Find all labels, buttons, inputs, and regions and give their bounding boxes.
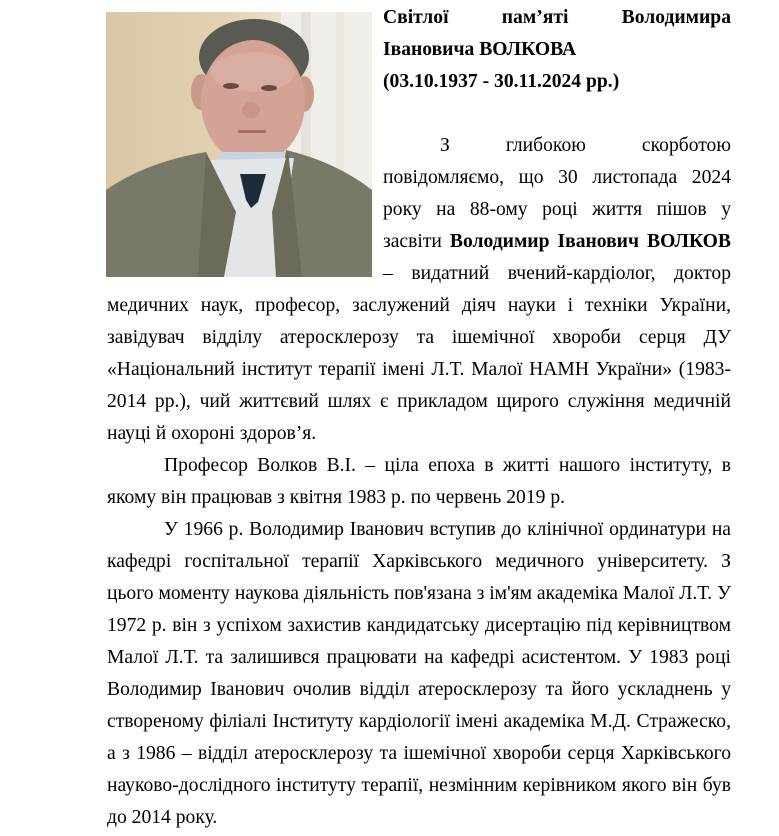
portrait-illustration — [106, 12, 372, 277]
eye-right — [261, 85, 277, 91]
deceased-name: Володимир Іванович ВОЛКОВ — [449, 231, 731, 252]
mouth — [238, 130, 266, 133]
announcement-text-start: З глибокою скорботою повідомляємо, що 30 листопада 2024 року на 88-ому році життя пішов у засвіти — [383, 135, 731, 252]
eye-left — [223, 83, 239, 89]
heading-line-1: Світлої пам’яті Володимира — [383, 7, 731, 28]
paragraph-era: Професор Волков В.І. – ціла епоха в житті нашого інституту, в якому він працював з квітня 1983 р. по червень 2019 р. — [107, 455, 731, 508]
nose — [242, 102, 260, 118]
announcement-text-end: – видатний вчений-кардіолог, доктор медичних наук, професор, заслужений діяч науки і техніки України, завідувач відділу атеросклерозу та ішемічної хвороби серця ДУ «Національний інститут терапії імені Л.Т. Малої НАМН України» (1983-2014 рр.), чий життєвий шлях є прикладом щирого служіння медичній науці й охороні здоров’я. — [107, 263, 731, 444]
portrait-photo — [106, 12, 372, 277]
paragraph-career: У 1966 р. Володимир Іванович вступив до клінічної ординатури на кафедрі госпітальної терапії Харківського медичного університету. З цього моменту наукова діяльність пов'язана з ім'ям академіка Малої Л.Т. У 1972 р. він з успіхом захистив кандидатську дисертацію під керівництвом Малої Л.Т. та залишився працювати на кафедрі асистентом. У 1983 році Володимир Іванович очолив відділ атеросклерозу та його ускладнень у створеному філіалі Інституту кардіології імені академіка М.Д. Стражеско, а з 1986 – відділ атеросклерозу та ішемічної хвороби серця Харківського науково-дослідного інституту терапії, незмінним керівником якого він був до 2014 року. — [107, 519, 731, 828]
life-dates: (03.10.1937 - 30.11.2024 рр.) — [383, 71, 620, 92]
obituary-document — [107, 2, 731, 834]
heading-line-2: Івановича ВОЛКОВА — [383, 39, 577, 60]
